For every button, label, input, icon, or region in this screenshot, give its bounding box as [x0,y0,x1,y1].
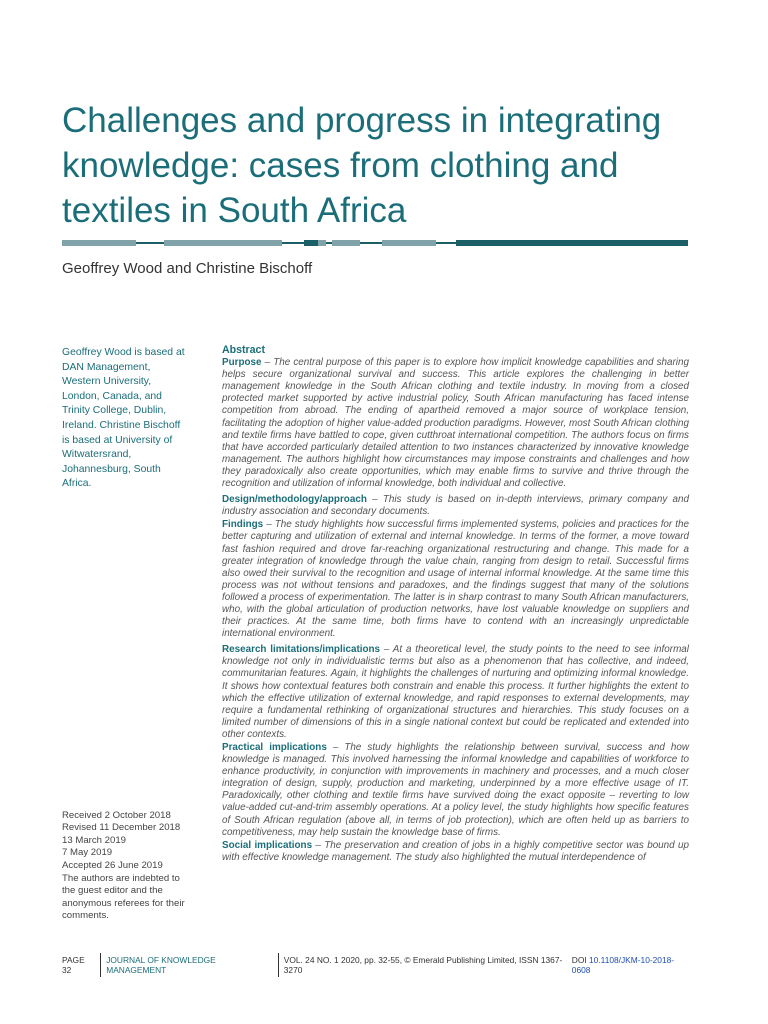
author-1: Geoffrey Wood [62,260,163,277]
abstract-design [222,494,689,518]
abstract-social-implications [222,840,689,864]
date-accepted: Accepted 26 June 2019 [62,859,163,871]
section-label: Purpose [222,357,262,369]
submission-dates [62,810,190,872]
abstract-findings [222,519,689,640]
abstract [222,344,689,868]
abstract-practical-implications [222,742,689,839]
date-revised: Revised 11 December 2018 [62,822,181,834]
doi-label: DOI [571,955,587,965]
doi-link[interactable]: 10.1108/JKM-10-2018-0608 [571,955,675,975]
bio-text: Geoffrey Wood is based at DAN Management, Western University, London, Canada, and Trinity College, Dublin, Ireland. Christine Bischoff is based at University of Witwatersrand, Johannesburg, South Africa. [62,347,185,490]
page-number: PAGE 32 [62,955,85,975]
abstract-heading: Abstract [222,344,265,356]
abstract-purpose [222,357,689,490]
page-footer [62,953,689,977]
author-2: Christine Bischoff [195,260,313,277]
doi [572,955,689,975]
acknowledgement-text: The authors are indebted to the guest editor and the anonymous referees for their comments. [62,873,185,922]
footer-divider [278,953,279,977]
section-text: – This study is based on in-depth interviews, primary company and industry association and secondary documents. [222,494,689,518]
section-label: Findings [222,519,264,531]
section-label: Practical implications [222,742,327,753]
author-conjunction: and [166,260,192,277]
decorative-rule [62,240,688,246]
section-text: – The preservation and creation of jobs in a highly competitive sector was bound up with effective knowledge management. The study also highlighted the mutual interdependence of [222,839,689,863]
date-revised-2: 13 March 2019 [62,834,126,846]
author-bio [62,346,190,492]
article-title: Challenges and progress in integrating knowledge: cases from clothing and textiles in South Africa [62,101,662,230]
section-text: – At a theoretical level, the study points to the need to see informal knowledge not only in individualistic terms but also as a phenomenon that has collective, and indeed, communitarian features. Again, it highlights the challenges of nurturing and optimizing informal knowledge. It shows how contextual features both constrain and enable this process. It further highlights the extent to which the effective utilization of external knowledge, and rapid responses to external developments, may require a fundamental rethinking of organizational structures and hierarchies. This study focuses on a limited number of dimensions of this in a single national context but could be replicated and extended into other contexts. [222,644,689,740]
date-revised-3: 7 May 2019 [62,847,113,859]
section-label: Research limitations/implications [222,644,381,656]
section-text: – The central purpose of this paper is to explore how implicit knowledge capabilities and sharing helps secure organizational survival and success. This article explores the challenging in better management knowledge in the South African clothing and textile industry. In moving from a closed protected market supported by active industrial policy, South African manufacturing has faced intense competition from abroad. The ending of apartheid removed a major source of workplace tension, facilitating the adoption of higher value-added production paradigms. However, most South African clothing and textile firms have battled to cope, given cutthroat international competition. The authors focus on firms that have accorded particularly detailed attention to two instances characterized by innovative knowledge management. The authors highlight how circumstances may impose constraints and challenges and how they paradoxically also create opportunities, which may enable firms to survive and thrive through the recognition and utilization of informal knowledge, both individual and collective. [222,357,689,490]
acknowledgement-note [62,873,192,923]
journal-name: JOURNAL OF KNOWLEDGE MANAGEMENT [106,955,216,975]
section-text: – The study highlights the relationship between survival, success and how knowledge is managed. This involved harnessing the informal knowledge and capabilities of workforce to enhance productivity, in conjunction with improvements in machinery and processes, and a much closer integration of design, supply, production and marketing, underpinned by a more effective usage of IT. Paradoxically, other clothing and textile firms have survived doing the exact opposite – reverting to low value-added cut-and-trim assembly operations. At a policy level, the study highlights how specific features of South African regulation (above all, in terms of job protection), which are often held up as barriers to competitiveness, may help sustain the knowledge base of firms. [222,742,689,838]
author-line [62,260,312,277]
section-label: Social implications [222,839,313,851]
section-text: – The study highlights how successful firms implemented systems, policies and practices for the better capturing and utilization of external and internal knowledge. In terms of the former, a move toward fast fashion required and drove far-reaching organizational restructuring and change. This made for a greater integration of knowledge through the value chain, ranging from design to retail. Successful firms also owed their survival to the recognition and usage of internal informal knowledge. At the same time this process was not without tensions and paradoxes, and the findings suggest that many of the solutions followed a process of experimentation. The latter is in sharp contrast to many South African manufacturers, who, with the global articulation of production networks, have lost valuable knowledge on suppliers and their practices. At the same time, both firms have to contend with an increasingly unpredictable international environment. [222,519,689,640]
footer-divider [100,953,101,977]
section-label: Design/methodology/approach [222,494,367,506]
abstract-research-limitations [222,644,689,741]
volume-info: VOL. 24 NO. 1 2020, pp. 32-55, © Emerald Publishing Limited, ISSN 1367-3270 [283,955,563,975]
date-received: Received 2 October 2018 [62,810,171,821]
